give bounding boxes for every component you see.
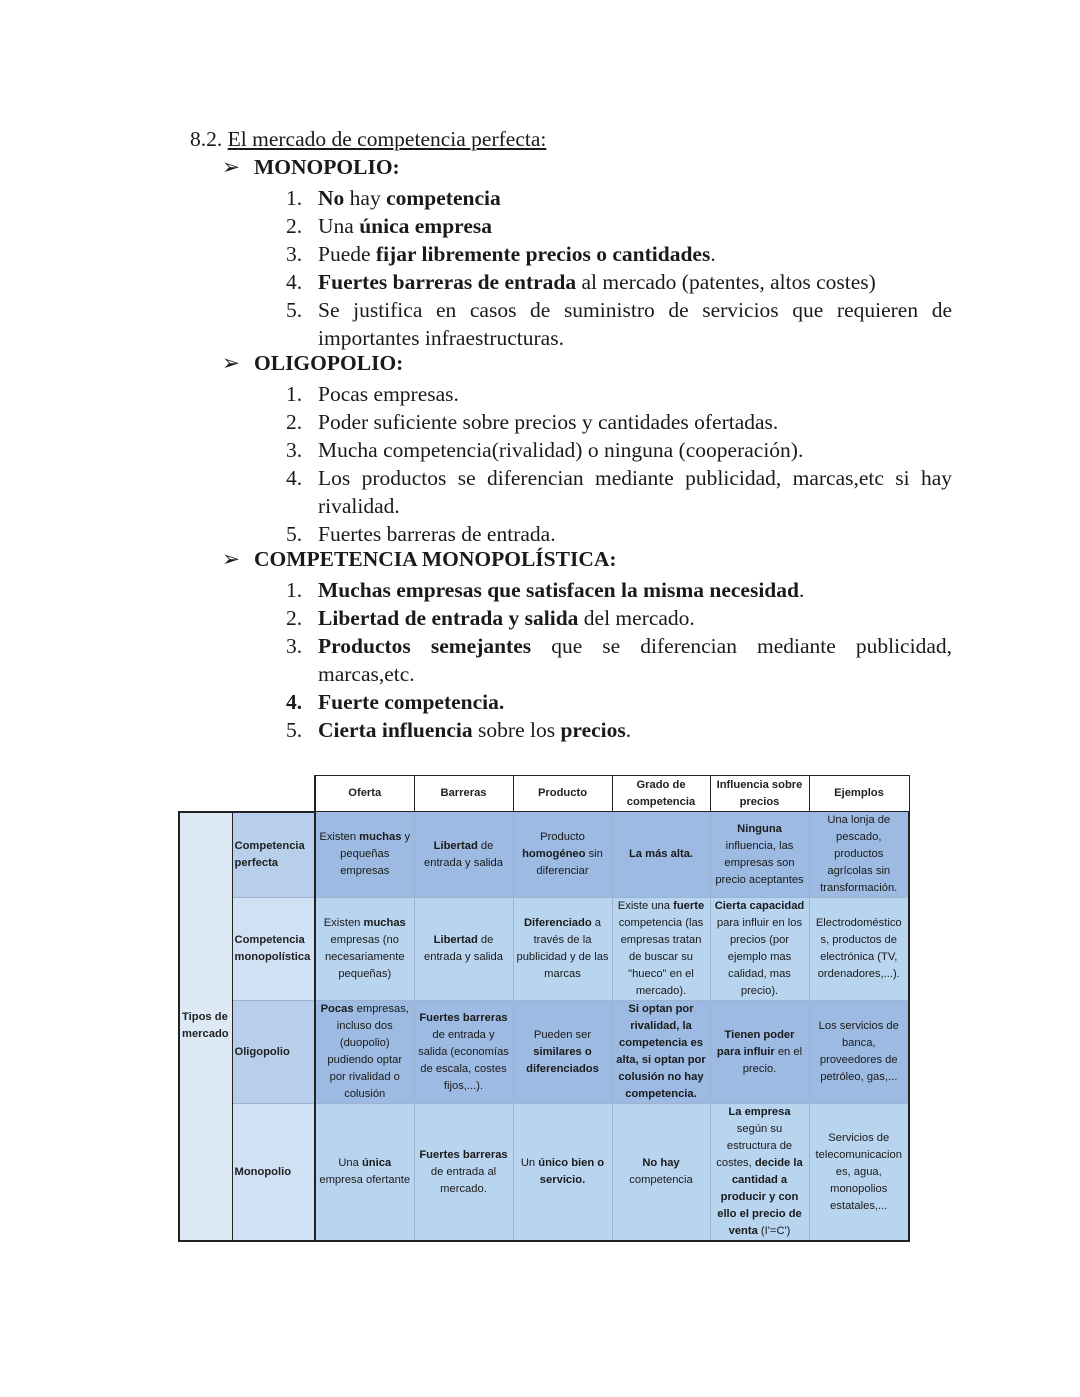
- section-oligopolio-title: ➢ OLIGOPOLIO:: [222, 351, 404, 375]
- list-item: 5. Se justifica en casos de suministro de servicios que requieren de importantes infraestructuras.: [286, 298, 952, 350]
- table-cell: La más alta.: [612, 812, 710, 898]
- table-cell: Existen muchas y pequeñas empresas: [315, 812, 414, 898]
- column-header: Influencia sobre precios: [710, 776, 809, 812]
- list-item: 2. Poder suficiente sobre precios y cantidades ofertadas.: [286, 410, 779, 434]
- list-item: 4. Fuerte competencia.: [286, 690, 505, 714]
- empty-corner: [179, 776, 232, 812]
- list-item: 2. Una única empresa: [286, 214, 492, 238]
- table-cell: Una única empresa ofertante: [315, 1104, 414, 1242]
- arrow-bullet-icon: ➢: [222, 155, 241, 179]
- competencia-list: [286, 576, 952, 744]
- arrow-bullet-icon: ➢: [222, 351, 241, 375]
- table-cell: Los servicios de banca, proveedores de petróleo, gas,...: [809, 1001, 909, 1104]
- table-cell: Libertad de entrada y salida: [414, 898, 513, 1001]
- column-header: Barreras: [414, 776, 513, 812]
- table-cell: Servicios de telecomunicacion es, agua, monopolios estatales,...: [809, 1104, 909, 1242]
- table-cell: Existen muchas empresas (no necesariamente pequeñas): [315, 898, 414, 1001]
- list-item: 5. Cierta influencia sobre los precios.: [286, 718, 632, 742]
- section-monopolio-title: ➢ MONOPOLIO:: [222, 155, 400, 179]
- row-group-label: Tipos de mercado: [179, 812, 232, 1242]
- table-cell: Un único bien o servicio.: [513, 1104, 612, 1242]
- list-item: 5. Fuertes barreras de entrada.: [286, 522, 556, 546]
- table-cell: Pueden ser similares o diferenciados: [513, 1001, 612, 1104]
- oligopolio-list: [286, 380, 952, 548]
- list-item: 1. Pocas empresas.: [286, 382, 459, 406]
- list-item: 3. Puede fijar libremente precios o cantidades.: [286, 242, 716, 266]
- section-heading: [190, 127, 546, 152]
- list-item: 3. Mucha competencia(rivalidad) o ninguna (cooperación).: [286, 438, 804, 462]
- table-cell: Existe una fuerte competencia (las empresas tratan de buscar su "hueco" en el mercado).: [612, 898, 710, 1001]
- table-cell: Electrodoméstico s, productos de electrónica (TV, ordenadores,...).: [809, 898, 909, 1001]
- table-cell: Producto homogéneo sin diferenciar: [513, 812, 612, 898]
- column-header: Producto: [513, 776, 612, 812]
- list-item: 2. Libertad de entrada y salida del mercado.: [286, 606, 695, 630]
- list-item: 1. No hay competencia: [286, 186, 501, 210]
- section-number: 8.2.: [190, 127, 223, 151]
- arrow-bullet-icon: ➢: [222, 547, 241, 571]
- list-item: 4. Los productos se diferencian mediante publicidad, marcas,etc si hay rivalidad.: [286, 466, 952, 518]
- column-header: Ejemplos: [809, 776, 909, 812]
- monopolio-list: [286, 184, 952, 352]
- table-cell: No hay competencia: [612, 1104, 710, 1242]
- table-cell: Si optan por rivalidad, la competencia es alta, si optan por colusión no hay competencia.: [612, 1001, 710, 1104]
- table-cell: Ninguna influencia, las empresas son precio aceptantes: [710, 812, 809, 898]
- column-header: Grado de competencia: [612, 776, 710, 812]
- table-cell: Fuertes barreras de entrada y salida (economías de escala, costes fijos,...).: [414, 1001, 513, 1104]
- market-types-table: [178, 775, 908, 1240]
- section-title: El mercado de competencia perfecta:: [227, 127, 547, 151]
- table-cell: Pocas empresas, incluso dos (duopolio) pudiendo optar por rivalidad o colusión: [315, 1001, 414, 1104]
- table-cell: La empresa según su estructura de costes, decide la cantidad a producir y con ello el precio de venta (I'=C'): [710, 1104, 809, 1242]
- table-cell: Fuertes barreras de entrada al mercado.: [414, 1104, 513, 1242]
- list-item: 3. Productos semejantes que se diferencian mediante publicidad, marcas,etc.: [286, 634, 952, 686]
- row-label: Monopolio: [232, 1104, 315, 1242]
- table-cell: Cierta capacidad para influir en los precios (por ejemplo mas calidad, mas precio).: [710, 898, 809, 1001]
- section-competencia-title: ➢ COMPETENCIA MONOPOLÍSTICA:: [222, 547, 617, 571]
- list-item: 1. Muchas empresas que satisfacen la misma necesidad.: [286, 578, 805, 602]
- column-header: Oferta: [315, 776, 414, 812]
- table-cell: Tienen poder para influir en el precio.: [710, 1001, 809, 1104]
- row-label: Oligopolio: [232, 1001, 315, 1104]
- table-cell: Libertad de entrada y salida: [414, 812, 513, 898]
- row-label: Competencia perfecta: [232, 812, 315, 898]
- row-label: Competencia monopolística: [232, 898, 315, 1001]
- table-cell: Diferenciado a través de la publicidad y de las marcas: [513, 898, 612, 1001]
- list-item: 4. Fuertes barreras de entrada al mercado (patentes, altos costes): [286, 270, 876, 294]
- table-cell: Una lonja de pescado, productos agrícolas sin transformación.: [809, 812, 909, 898]
- empty-corner: [232, 776, 315, 812]
